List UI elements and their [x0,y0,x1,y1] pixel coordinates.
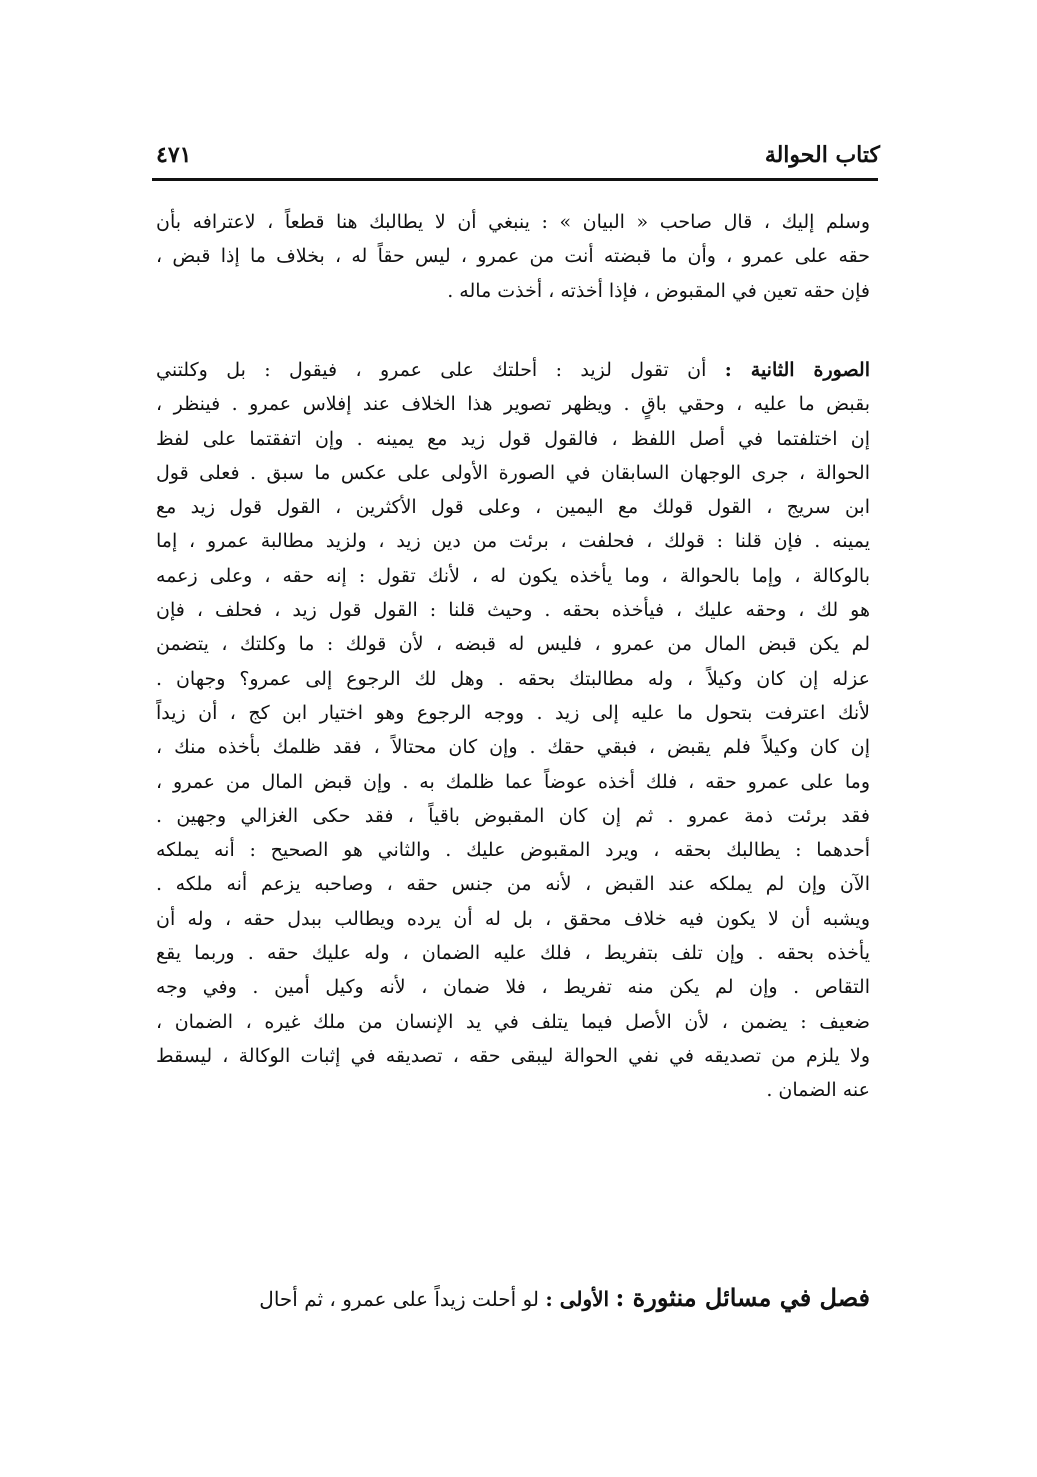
text-line: عزله إن كان وكيلاً ، وله مطالبتك بحقه . وهل لك الرجوع إلى عمرو؟ وجهان . [156,667,870,690]
text-line [156,353,870,387]
paragraph-1 [156,205,870,308]
text-line: ابن سريج ، القول قولك مع اليمين ، وعلى قول الأكثرين ، القول قول زيد مع [156,496,870,519]
text-line: أحدهما : يطالبك بحقه ، ويرد المقبوض عليك . والثاني هو الصحيح : أنه يملكه [156,839,870,862]
text-line: عنه الضمان . [766,1079,870,1102]
text-line: التقاص . وإن لم يكن منه تفريط ، فلا ضمان ، لأنه وكيل أمين . وفي وجه [156,976,870,999]
text-line: ويشبه أن لا يكون فيه خلاف محقق ، بل له أن يرده ويطالب ببدل حقه ، وله أن [156,907,870,930]
paragraph-lead: الصورة الثانية : [724,359,870,381]
text-line-rest: أن تقول لزيد : أحلتك على عمرو ، فيقول : بل وكلتني [156,359,707,381]
section-label: الأولى : [545,1287,610,1311]
text-line: هو لك ، وحقه عليك ، فيأخذه بحقه . وحيث قلنا : القول قول زيد ، فحلف ، فإن [156,599,870,622]
text-line: فقد برئت ذمة عمرو . ثم إن كان المقبوض باقياً ، فقد حكى الغزالي وجهين . [156,804,870,827]
page-number: ٤٧١ [156,142,192,168]
text-line: الآن وإن لم يملكه عند القبض ، لأنه من جنس حقه ، وصاحبه يزعم أنه ملكه . [156,873,870,896]
text-line: وما على عمرو حقه ، فلك أخذه عوضاً عما ظلمك به . وإن قبض المال من عمرو ، [156,770,870,793]
text-line: لأنك اعترفت بتحول ما عليه إلى زيد . ووجه الرجوع وهو اختيار ابن كج ، أن زيداً [156,701,870,724]
text-line: بالوكالة ، وإما بالحوالة ، وما يأخذه يكون له ، لأنك تقول : إنه حقه ، وعلى زعمه [156,564,870,587]
section-title: فصل في مسائل منثورة : [615,1283,870,1312]
text-line: حقه على عمرو ، وأن ما قبضته أنت من عمرو ، ليس حقاً له ، بخلاف ما إذا قبض ، [156,245,870,268]
text-line: يأخذه بحقه . وإن تلف بتفريط ، فلك عليه الضمان ، وله عليك حقه . وربما يقع [156,942,870,965]
section-text: لو أحلت زيداً على عمرو ، ثم أحال [259,1287,539,1311]
text-line: إن كان وكيلاً فلم يقبض ، فبقي حقك . وإن كان محتالاً ، فقد ظلمك بأخذه منك ، [156,736,870,759]
page-header [150,138,880,178]
section-heading-line [156,1278,870,1319]
text-line: بقبض ما عليه ، وحقي باقٍ . ويظهر تصوير هذا الخلاف عند إفلاس عمرو . فينظر ، [156,393,870,416]
header-rule [152,178,878,181]
text-line: ضعيف : يضمن ، لأن الأصل فيما يتلف في يد الإنسان من ملك غيره ، الضمان ، [156,1010,870,1033]
text-line: فإن حقه تعين في المقبوض ، فإذا أخذته ، أخذت ماله . [447,279,870,302]
text-line: وسلم إليك ، قال صاحب « البيان » : ينبغي أن لا يطالبك هنا قطعاً ، لاعترافه بأن [156,211,870,233]
text-line: إن اختلفتما في أصل اللفظ ، فالقول قول زيد مع يمينه . وإن اتفقتما على لفظ [156,427,870,450]
text-line: الحوالة ، جرى الوجهان السابقان في الصورة الأولى على عكس ما سبق . فعلى قول [156,461,870,484]
text-line: يمينه . فإن قلنا : قولك ، فحلفت ، برئت من دين زيد ، ولزيد مطالبة عمرو ، إما [156,530,870,553]
paragraph-2 [156,353,870,1108]
running-title: كتاب الحوالة [764,142,880,168]
text-line: لم يكن قبض المال من عمرو ، فليس له قبضه ، لأن قولك : ما وكلتك ، يتضمن [156,633,870,656]
text-line: ولا يلزم من تصديقه في نفي الحوالة ليبقى حقه ، تصديقه في إثبات الوكالة ، ليسقط [156,1044,870,1067]
